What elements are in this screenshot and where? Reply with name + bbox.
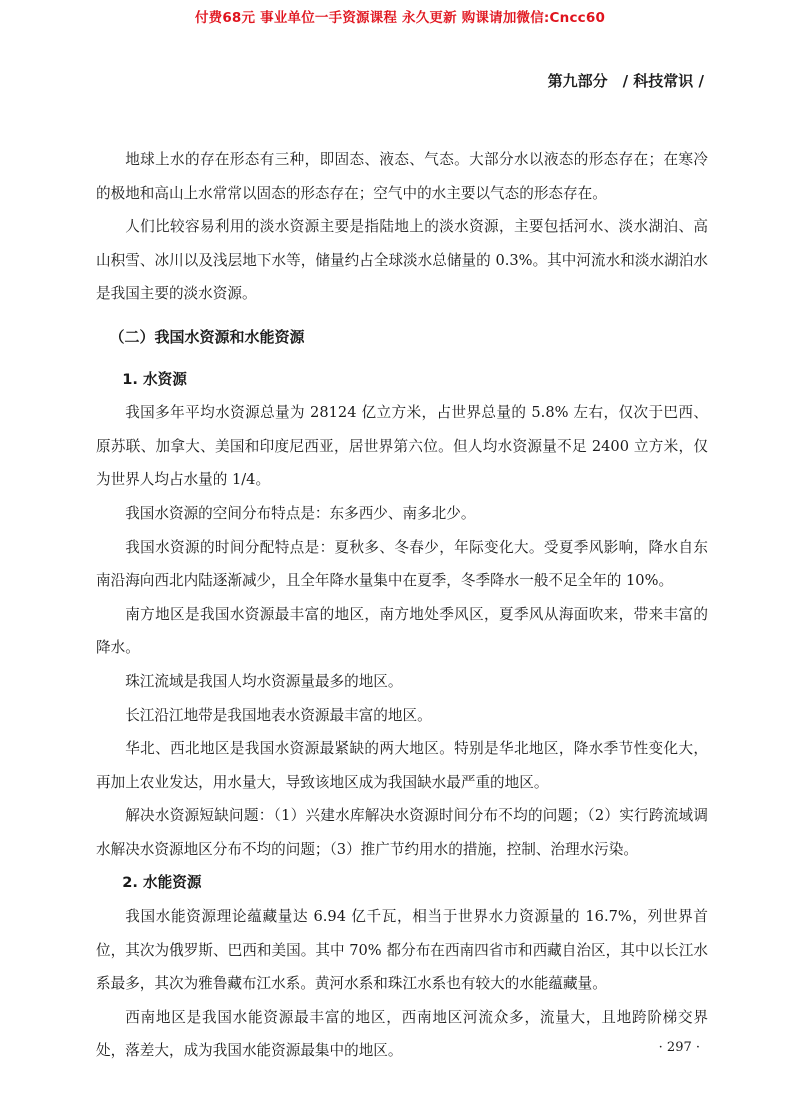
paragraph: 我国多年平均水资源总量为 28124 亿立方米，占世界总量的 5.8% 左右，仅次于巴西、原苏联、加拿大、美国和印度尼西亚，居世界第六位。但人均水资源量不足 2400 立方米，仅为世界人均占水量的 1/4。 [96, 404, 708, 489]
page-number: · 297 · [658, 1040, 700, 1055]
paragraph: 珠江流域是我国人均水资源量最多的地区。 [125, 672, 403, 690]
paragraph: 西南地区是我国水能资源最丰富的地区，西南地区河流众多，流量大，且地跨阶梯交界处，落差大，成为我国水能资源最集中的地区。 [96, 1008, 708, 1060]
paragraph: 地球上水的存在形态有三种，即固态、液态、气态。大部分水以液态的形态存在；在寒冷的极地和高山上水常常以固态的形态存在；空气中的水主要以气态的形态存在。 [96, 151, 708, 202]
subsection-heading: 2. 水能资源 [122, 874, 202, 892]
page-body [96, 143, 708, 1068]
paragraph: 解决水资源短缺问题：（1）兴建水库解决水资源时间分布不均的问题；（2）实行跨流域调水解决水资源地区分布不均的问题；（3）推广节约用水的措施，控制、治理水污染。 [96, 807, 708, 858]
watermark-banner: 付费68元 事业单位一手资源课程 永久更新 购课请加微信:Cncc60 [194, 10, 606, 26]
paragraph: 我国水资源的时间分配特点是：夏秋多、冬春少，年际变化大。受夏季风影响，降水自东南沿海向西北内陆逐渐减少，且全年降水量集中在夏季，冬季降水一般不足全年的 10%。 [96, 538, 708, 590]
paragraph: 南方地区是我国水资源最丰富的地区，南方地处季风区，夏季风从海面吹来，带来丰富的降水。 [96, 605, 708, 657]
page-header: 第九部分 / 科技常识 / [547, 72, 704, 90]
paragraph: 长江沿江地带是我国地表水资源最丰富的地区。 [125, 706, 432, 724]
paragraph: 我国水能资源理论蕴藏量达 6.94 亿千瓦，相当于世界水力资源量的 16.7%，列世界首位，其次为俄罗斯、巴西和美国。其中 70% 都分布在西南四省市和西藏自治区，其中以长江水系最多，其次为雅鲁藏布江水系。黄河水系和珠江水系也有较大的水能蕴藏量。 [96, 908, 708, 993]
paragraph: 华北、西北地区是我国水资源最紧缺的两大地区。特别是华北地区，降水季节性变化大，再加上农业发达，用水量大，导致该地区成为我国缺水最严重的地区。 [96, 740, 708, 791]
paragraph: 人们比较容易利用的淡水资源主要是指陆地上的淡水资源，主要包括河水、淡水湖泊、高山积雪、冰川以及浅层地下水等，储量约占全球淡水总储量的 0.3%。其中河流水和淡水湖泊水是我国主要的淡水资源。 [96, 218, 708, 303]
section-heading: （二）我国水资源和水能资源 [109, 327, 305, 346]
paragraph: 我国水资源的空间分布特点是：东多西少、南多北少。 [125, 504, 476, 522]
subsection-heading: 1. 水资源 [122, 370, 187, 388]
